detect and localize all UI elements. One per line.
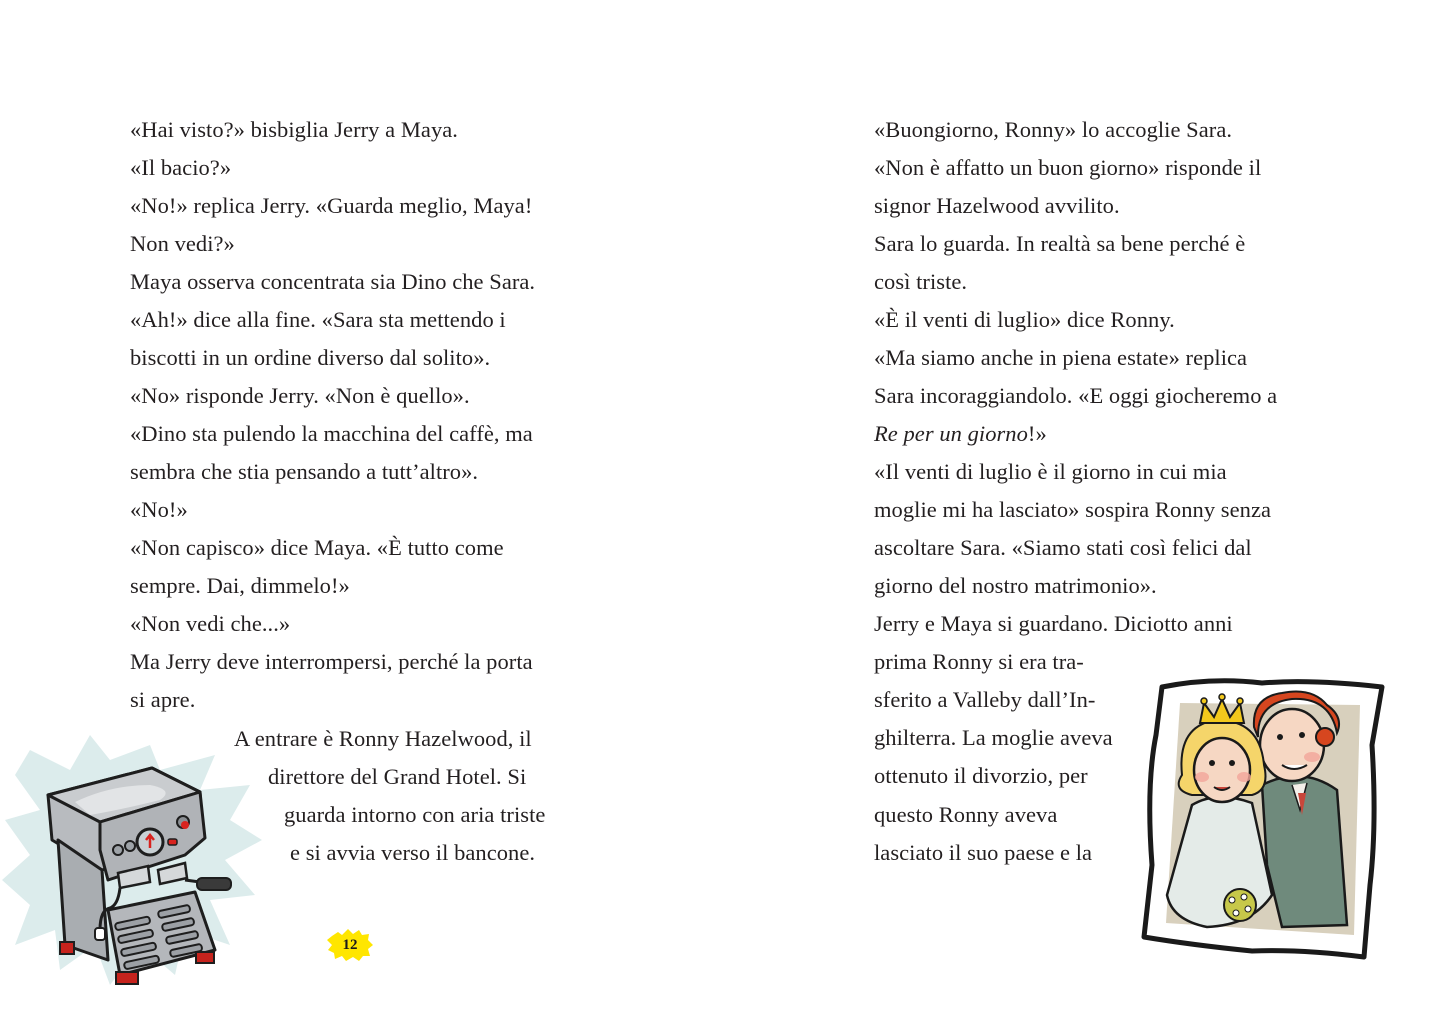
page-number: 12 (342, 937, 358, 953)
text-fragment: !» (1027, 421, 1047, 446)
text-line: e si avvia verso il bancone. (290, 840, 536, 865)
text-line: «No!» (130, 497, 188, 522)
text-line: così triste. (874, 269, 968, 294)
italic-game-title: Re per un giorno (874, 421, 1028, 446)
text-line: ottenuto il divorzio, per (874, 763, 1088, 788)
left-page (0, 0, 722, 1013)
text-line: «Dino sta pulendo la macchina del caffè, ma (130, 421, 533, 446)
text-line: biscotti in un ordine diverso dal solito». (130, 345, 491, 370)
coffee-machine-illustration (0, 730, 270, 1000)
text-line: giorno del nostro matrimonio». (874, 573, 1157, 598)
text-line-with-italic-title (874, 415, 1047, 453)
text-line: «Ah!» dice alla fine. «Sara sta mettendo i (130, 307, 506, 332)
text-line: «Non vedi che...» (130, 611, 291, 636)
text-line: lasciato il suo paese e la (874, 840, 1093, 865)
text-line: «Hai visto?» bisbiglia Jerry a Maya. (130, 117, 458, 142)
text-line: Jerry e Maya si guardano. Diciotto anni (874, 611, 1233, 636)
page-number-badge (326, 926, 374, 964)
text-line: ascoltare Sara. «Siamo stati così felici dal (874, 535, 1252, 560)
text-line: sempre. Dai, dimmelo!» (130, 573, 350, 598)
text-line: A entrare è Ronny Hazelwood, il (234, 726, 532, 751)
text-line: Maya osserva concentrata sia Dino che Sara. (130, 269, 536, 294)
text-line: Sara incoraggiandolo. «E oggi giocheremo a (874, 383, 1278, 408)
text-line: «Buongiorno, Ronny» lo accoglie Sara. (874, 117, 1233, 142)
wedding-photo-illustration (1132, 665, 1402, 970)
text-line: guarda intorno con aria triste (284, 802, 546, 827)
text-line: moglie mi ha lasciato» sospira Ronny senza (874, 497, 1272, 522)
text-line: signor Hazelwood avvilito. (874, 193, 1120, 218)
text-line: sferito a Valleby dall’In- (874, 687, 1096, 712)
text-line: «Ma siamo anche in piena estate» replica (874, 345, 1248, 370)
text-line: ghilterra. La moglie aveva (874, 725, 1113, 750)
text-line: «No!» replica Jerry. «Guarda meglio, Maya! (130, 193, 533, 218)
text-line: direttore del Grand Hotel. Si (268, 764, 527, 789)
text-line: «Non capisco» dice Maya. «È tutto come (130, 535, 504, 560)
text-line: «Non è affatto un buon giorno» risponde il (874, 155, 1262, 180)
text-line: Ma Jerry deve interrompersi, perché la porta (130, 649, 533, 674)
text-line: Sara lo guarda. In realtà sa bene perché è (874, 231, 1246, 256)
text-line: sembra che stia pensando a tutt’altro». (130, 459, 479, 484)
text-line: questo Ronny aveva (874, 802, 1058, 827)
text-line: si apre. (130, 687, 196, 712)
text-line: «Il bacio?» (130, 155, 232, 180)
text-line: Non vedi?» (130, 231, 235, 256)
text-line: «È il venti di luglio» dice Ronny. (874, 307, 1175, 332)
text-line: «No» risponde Jerry. «Non è quello». (130, 383, 470, 408)
text-line: prima Ronny si era tra- (874, 649, 1084, 674)
text-line: «Il venti di luglio è il giorno in cui mia (874, 459, 1227, 484)
right-page (722, 0, 1445, 1013)
